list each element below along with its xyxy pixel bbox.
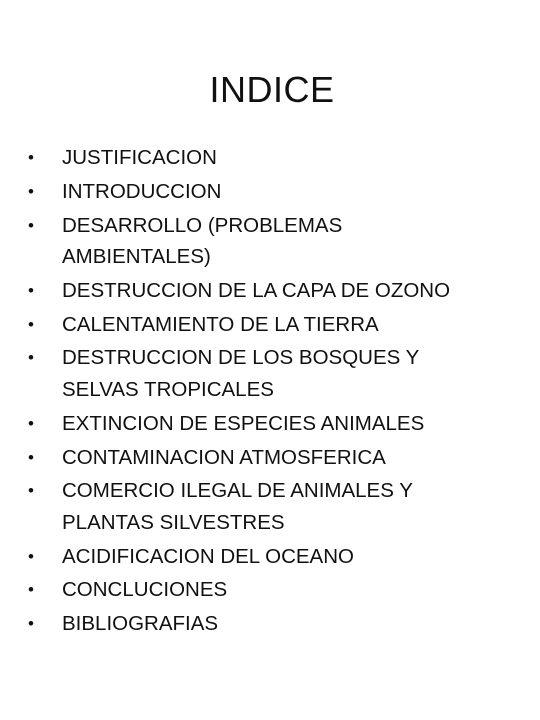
bullet-icon: • [28,348,34,368]
bullet-icon: • [28,280,34,300]
index-list [28,142,518,642]
list-item-label: DESARROLLO (PROBLEMAS AMBIENTALES) [62,213,343,269]
list-item-label: BIBLIOGRAFIAS [62,612,219,636]
list-item [28,309,518,341]
list-item [28,541,518,573]
bullet-icon: • [28,546,34,566]
list-item-label: INTRODUCCION [62,179,222,203]
list-item [28,408,518,440]
list-item-label: DESTRUCCION DE LOS BOSQUES Y SELVAS TROPICALES [62,346,419,401]
bullet-icon: • [28,181,34,201]
page-title: INDICE [209,69,335,110]
bullet-icon: • [28,314,34,334]
list-item [28,142,518,174]
list-item [28,210,392,273]
list-item-label: COMERCIO ILEGAL DE ANIMALES Y PLANTAS SILVESTRES [62,479,413,534]
list-item-label: DESTRUCCION DE LA CAPA DE OZONO [62,278,451,302]
list-item [28,442,518,474]
list-item-label: CALENTAMIENTO DE LA TIERRA [62,312,379,336]
bullet-icon: • [28,413,34,433]
bullet-icon: • [28,481,34,501]
bullet-icon: • [28,215,34,235]
bullet-icon: • [28,614,34,634]
list-item-label: ACIDIFICACION DEL OCEANO [62,544,354,568]
list-item-label: EXTINCION DE ESPECIES ANIMALES [62,411,425,435]
list-item [28,176,518,208]
list-item [28,275,518,307]
bullet-icon: • [28,148,34,167]
list-item [28,608,518,640]
list-item-label: CONCLUCIONES [62,578,228,602]
list-item-label: JUSTIFICACION [62,146,217,169]
bullet-icon: • [28,580,34,600]
list-item [28,475,492,538]
list-item [28,342,482,405]
bullet-icon: • [28,447,34,467]
list-item-label: CONTAMINACION ATMOSFERICA [62,445,386,469]
list-item [28,574,518,606]
